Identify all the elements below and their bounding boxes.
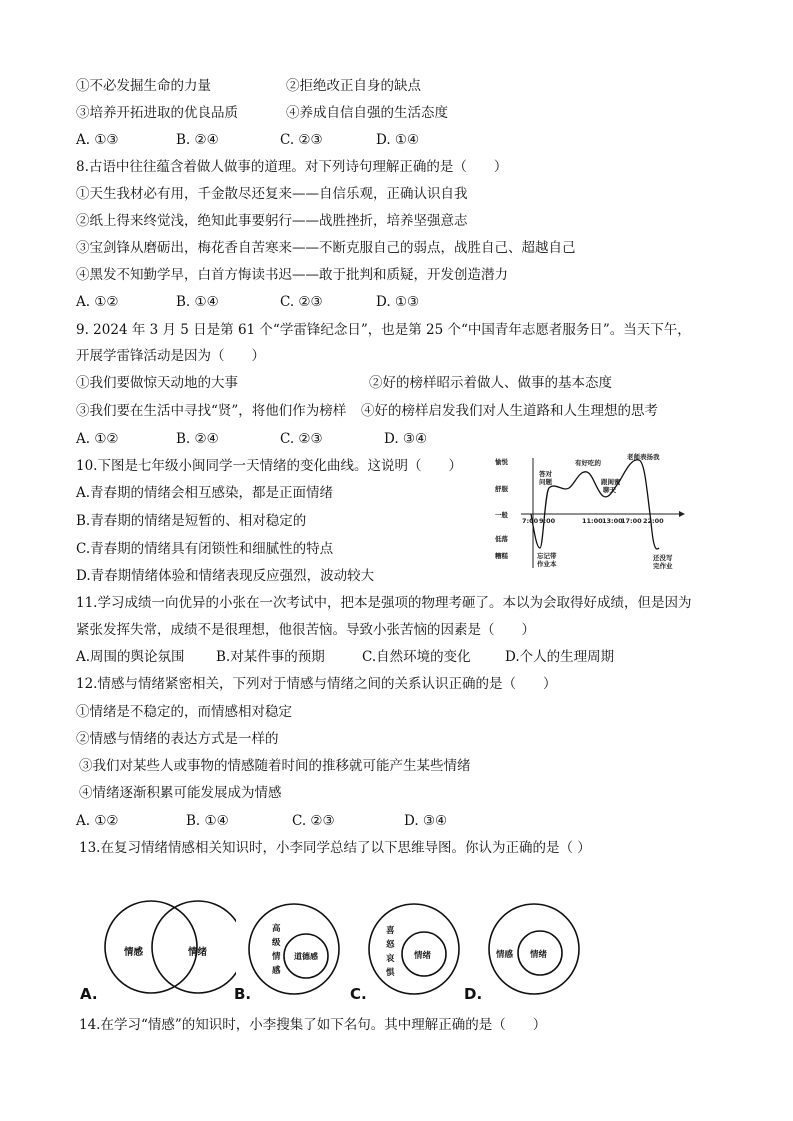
y-level-label: 愉悦 xyxy=(495,458,508,466)
q12-option-d[interactable]: D. ③④ xyxy=(404,813,448,829)
q8-stem: 8.古语中往往蕴含着做人做事的道理。对下列诗句理解正确的是（ ） xyxy=(76,159,508,175)
q14-stem: 14.在学习“情感”的知识时，小李搜集了如下名句。其中理解正确的是（ ） xyxy=(79,1017,547,1033)
annotation-label: 跟闺蜜 xyxy=(601,478,621,486)
q10-option-c[interactable]: C.青春期的情绪具有闭锁性和细腻性的特点 xyxy=(76,541,334,557)
label-basic-emotions: 怒 xyxy=(386,940,395,950)
q12-option-c[interactable]: C. ②③ xyxy=(292,813,335,829)
q11-option-a[interactable]: A.周围的舆论氛围 xyxy=(76,649,185,665)
q7-option-c[interactable]: C. ②③ xyxy=(280,132,323,148)
label-moral-feeling: 道德感 xyxy=(294,952,318,961)
q11-option-d[interactable]: D.个人的生理周期 xyxy=(505,649,615,665)
q12-option-a[interactable]: A. ①② xyxy=(76,813,119,829)
q10-option-b[interactable]: B.青春期的情绪是短暂的、相对稳定的 xyxy=(76,513,307,529)
q9-options xyxy=(76,430,427,448)
annotation-label: 答对 xyxy=(539,470,552,478)
label-basic-emotions: 惧 xyxy=(386,968,395,978)
q13-stem: 13.在复习情绪情感相关知识时，小李同学总结了以下思维导图。你认为正确的是（ ） xyxy=(79,840,591,856)
q12-statement-3: ③我们对某些人或事物的情感随着时间的推移就可能产生某些情绪 xyxy=(79,758,471,774)
q7-option-b[interactable]: B. ②④ xyxy=(176,132,219,148)
q8-options xyxy=(76,293,419,311)
q10-option-a[interactable]: A.青春期的情绪会相互感染，都是正面情绪 xyxy=(76,485,334,501)
q9-option-d[interactable]: D. ③④ xyxy=(384,431,428,447)
emotion-curve-chart xyxy=(493,452,688,582)
q11-options xyxy=(76,648,614,666)
label-emotion: 情绪 xyxy=(188,947,208,958)
label-emotion-feeling: 情感 xyxy=(124,947,144,958)
label-basic-emotions: 哀 xyxy=(386,954,395,964)
q8-option-c[interactable]: C. ②③ xyxy=(280,294,323,310)
q12-option-b[interactable]: B. ①④ xyxy=(186,813,229,829)
q13-diagram-a[interactable] xyxy=(76,875,236,1010)
q9-stem-line-1: 9. 2024 年 3 月 5 日是第 61 个“学雷锋纪念日”，也是第 25 个“中国青年志愿者服务日”。当天下午， xyxy=(76,322,691,338)
q12-statement-4: ④情绪逐渐积累可能发展成为情感 xyxy=(79,785,282,801)
q11-option-c[interactable]: C.自然环境的变化 xyxy=(362,649,471,665)
q9-stem-line-2: 开展学雷锋活动是因为（ ） xyxy=(76,348,265,364)
q8-option-b[interactable]: B. ①④ xyxy=(176,294,219,310)
x-tick-label: 17:00 xyxy=(621,517,642,525)
x-tick-label: 9:00 xyxy=(539,517,556,525)
annotation-label: 问题 xyxy=(539,478,552,486)
q7-statement-3: ③培养开拓进取的优良品质 xyxy=(76,105,238,121)
option-letter: A. xyxy=(80,985,98,1003)
q8-option-d[interactable]: D. ①③ xyxy=(376,294,420,310)
q7-statement-2: ②拒绝改正自身的缺点 xyxy=(286,78,421,94)
x-tick-label: 11:00 xyxy=(582,517,603,525)
q8-statement-2: ②纸上得来终觉浅，绝知此事要躬行——战胜挫折，培养坚强意志 xyxy=(76,213,468,229)
y-level-label: 一般 xyxy=(495,511,508,519)
q11-stem-line-1: 11.学习成绩一向优异的小张在一次考试中，把本是强项的物理考砸了。本以为会取得好成绩，但是因为 xyxy=(76,595,692,611)
label-emotion: 情绪 xyxy=(530,950,548,960)
q12-statement-2: ②情感与情绪的表达方式是一样的 xyxy=(76,731,279,747)
q12-options xyxy=(76,812,447,830)
label-advanced-feeling: 级 xyxy=(272,938,281,948)
q8-statement-1: ①天生我材必有用，千金散尽还复来——自信乐观，正确认识自我 xyxy=(76,186,468,202)
x-tick-label: 7:00 xyxy=(522,517,539,525)
label-basic-emotions: 喜 xyxy=(386,926,395,936)
annotation-label: 作业本 xyxy=(537,560,557,568)
annotation-label: 还没写 xyxy=(653,554,673,562)
label-advanced-feeling: 情 xyxy=(272,952,281,962)
annotation-label: 老师表扬我 xyxy=(627,453,660,461)
q10-option-d[interactable]: D.青春期情绪体验和情绪表现反应强烈，波动较大 xyxy=(76,568,375,584)
label-emotion: 情绪 xyxy=(414,951,432,961)
q9-statement-2: ②好的榜样昭示着做人、做事的基本态度 xyxy=(369,375,612,391)
x-axis-arrow xyxy=(679,511,685,517)
q13-diagram-c[interactable] xyxy=(346,875,471,1010)
annotation-label: 忘记带 xyxy=(537,552,557,560)
q8-statement-4: ④黑发不知勤学早，白首方悔读书迟——敢于批判和质疑，开发创造潜力 xyxy=(76,267,508,283)
label-advanced-feeling: 高 xyxy=(272,924,281,934)
q7-options xyxy=(76,131,419,149)
q7-option-d[interactable]: D. ①④ xyxy=(376,132,420,148)
label-feeling: 情感 xyxy=(496,950,514,960)
q12-statement-1: ①情绪是不稳定的，而情感相对稳定 xyxy=(76,704,292,720)
x-tick-label: 13:00 xyxy=(602,517,623,525)
q9-statement-4: ④好的榜样启发我们对人生道路和人生理想的思考 xyxy=(361,403,658,419)
y-level-label: 舒服 xyxy=(495,485,508,493)
q9-statement-1: ①我们要做惊天动地的大事 xyxy=(76,375,238,391)
q9-statement-3: ③我们要在生活中寻找“贤”，将他们作为榜样 xyxy=(76,403,347,419)
x-tick-label: 22:00 xyxy=(643,517,664,525)
q13-diagram-d[interactable] xyxy=(462,875,590,1010)
annotation-label: 有好吃的 xyxy=(575,459,601,467)
q11-stem-line-2: 紧张发挥失常，成绩不是很理想，他很苦恼。导致小张苦恼的因素是（ ） xyxy=(76,622,535,638)
q7-option-a[interactable]: A. ①③ xyxy=(76,132,119,148)
q9-option-a[interactable]: A. ①② xyxy=(76,431,119,447)
q8-option-a[interactable]: A. ①② xyxy=(76,294,119,310)
q12-stem: 12.情感与情绪紧密相关，下列对于情感与情绪之间的关系认识正确的是（ ） xyxy=(76,676,557,692)
q9-option-c[interactable]: C. ②③ xyxy=(280,431,323,447)
q7-statement-1: ①不必发掘生命的力量 xyxy=(76,78,211,94)
option-letter: D. xyxy=(464,985,483,1003)
annotation-label: 聊天 xyxy=(603,486,616,494)
y-level-label: 糟糕 xyxy=(495,552,508,560)
q11-option-b[interactable]: B.对某件事的预期 xyxy=(216,649,325,665)
q9-option-b[interactable]: B. ②④ xyxy=(176,431,219,447)
q7-statement-4: ④养成自信自强的生活态度 xyxy=(286,105,448,121)
q10-stem: 10.下图是七年级小闽同学一天情绪的变化曲线。这说明（ ） xyxy=(76,458,462,474)
label-advanced-feeling: 感 xyxy=(272,966,281,976)
option-letter: C. xyxy=(350,985,367,1003)
y-level-label: 低落 xyxy=(495,535,508,543)
q8-statement-3: ③宝剑锋从磨砺出，梅花香自苦寒来——不断克服自己的弱点，战胜自己、超越自己 xyxy=(76,240,576,256)
option-letter: B. xyxy=(234,985,252,1003)
q13-diagram-b[interactable] xyxy=(232,875,352,1010)
annotation-label: 完作业 xyxy=(653,562,673,570)
